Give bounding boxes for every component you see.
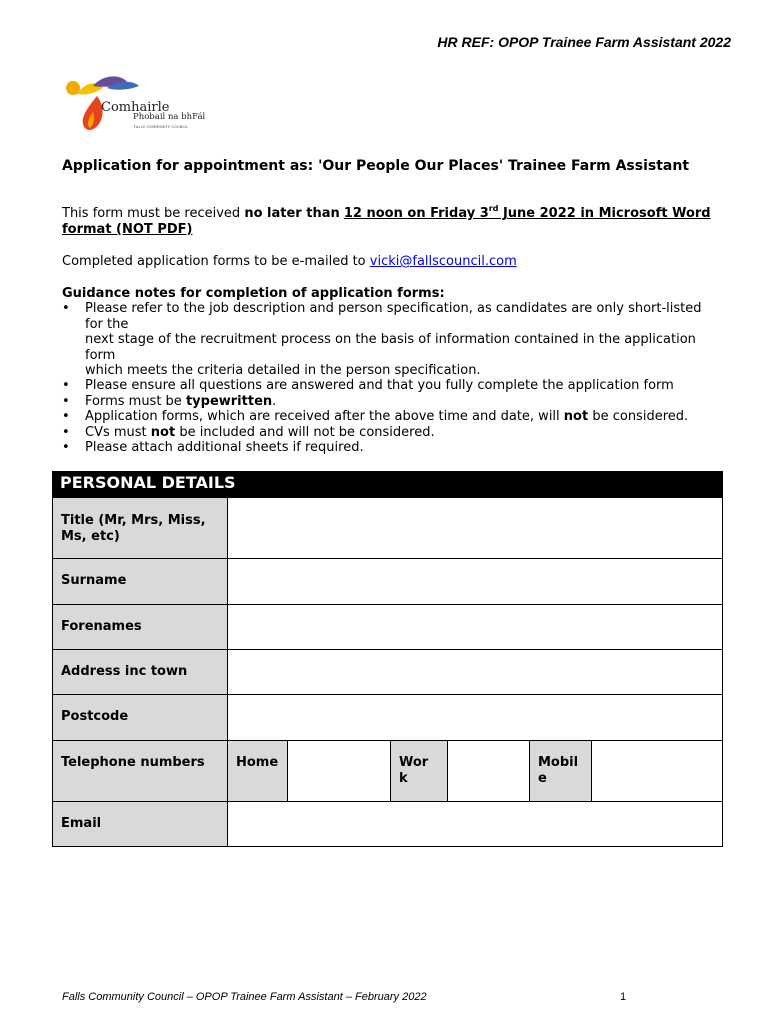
title-field[interactable] <box>228 498 722 558</box>
mobile-label-line1: Mobil <box>538 755 579 770</box>
deadline-lead: This form must be received <box>62 206 245 221</box>
council-logo <box>63 74 223 142</box>
work-phone-field[interactable] <box>448 741 530 801</box>
mobile-label <box>530 741 592 801</box>
section-heading: PERSONAL DETAILS <box>52 471 723 498</box>
email-instruction <box>62 254 517 269</box>
surname-field[interactable] <box>228 559 722 604</box>
guidance-list <box>62 301 767 455</box>
mobile-phone-field[interactable] <box>592 741 722 801</box>
telephone-row <box>52 741 723 802</box>
deadline-paragraph <box>62 206 742 238</box>
work-label <box>391 741 448 801</box>
logo-subtitle: Phobail na bhFál <box>133 112 206 122</box>
guidance-item <box>62 409 767 424</box>
guidance-line: form <box>85 347 116 363</box>
title-label-line2: Ms, etc) <box>61 529 120 544</box>
email-field[interactable] <box>228 802 722 846</box>
work-label-line1: Wor <box>399 755 429 770</box>
logo-tagline: FALLS COMMUNITY COUNCIL <box>134 125 189 129</box>
deadline-bold: no later than <box>244 206 340 221</box>
logo-name: Comhairle <box>101 100 170 115</box>
guidance-item <box>62 301 767 378</box>
guidance-line: • Please refer to the job description and person specification, as candidates are only short-listed <box>85 301 702 317</box>
guidance-text: CVs must <box>85 424 151 440</box>
forenames-label: Forenames <box>53 605 228 649</box>
guidance-line: next stage of the recruitment process on the basis of information contained in the application <box>85 332 696 348</box>
guidance-item: • Please attach additional sheets if required. <box>62 440 767 455</box>
guidance-text: be considered. <box>588 409 689 425</box>
home-label: Home <box>228 741 288 801</box>
guidance-emphasis: not <box>150 424 176 440</box>
page-title: Application for appointment as: 'Our People Our Places' Trainee Farm Assistant <box>62 158 690 174</box>
deadline-date-suffix: rd <box>488 204 499 213</box>
guidance-text: . <box>272 393 277 409</box>
work-label-line2: k <box>399 771 408 786</box>
address-row <box>52 650 723 695</box>
address-label: Address inc town <box>53 650 228 694</box>
guidance-line: which meets the criteria detailed in the person specification. <box>85 363 481 379</box>
guidance-text: Application forms, which are received after the above time and date, will <box>85 409 564 425</box>
guidance-item <box>62 394 767 409</box>
title-label-line1: Title (Mr, Mrs, Miss, <box>61 513 206 528</box>
surname-row <box>52 559 723 605</box>
guidance-text: Forms must be <box>85 393 186 409</box>
guidance-item: • Please ensure all questions are answered and that you fully complete the application form <box>62 378 767 393</box>
deadline-date-part2: June 2022 in Microsoft Word format (NOT PDF) <box>62 206 711 237</box>
footer-text: Falls Community Council – OPOP Trainee Farm Assistant – February 2022 <box>62 991 427 1003</box>
mobile-label-line2: e <box>538 771 547 786</box>
email-instruction-text: Completed application forms to be e-mailed to <box>62 254 370 269</box>
address-field[interactable] <box>228 650 722 694</box>
email-link[interactable]: vicki@fallscouncil.com <box>369 254 517 269</box>
email-label: Email <box>53 802 228 846</box>
personal-details-table <box>52 471 723 847</box>
guidance-line: for the <box>85 316 129 332</box>
guidance-notes <box>62 286 767 455</box>
hr-reference: HR REF: OPOP Trainee Farm Assistant 2022 <box>437 34 731 50</box>
home-phone-field[interactable] <box>288 741 391 801</box>
surname-label: Surname <box>53 559 228 604</box>
title-label <box>53 498 228 558</box>
guidance-heading: Guidance notes for completion of application forms: <box>62 286 445 301</box>
email-row <box>52 802 723 847</box>
forenames-field[interactable] <box>228 605 722 649</box>
page-number: 1 <box>620 991 627 1003</box>
guidance-emphasis: typewritten <box>185 393 273 409</box>
telephone-label: Telephone numbers <box>53 741 228 801</box>
guidance-emphasis: not <box>563 409 589 425</box>
deadline-date-part1: 12 noon on Friday 3 <box>343 206 489 221</box>
postcode-field[interactable] <box>228 695 722 740</box>
guidance-text: be included and will not be considered. <box>175 424 435 440</box>
postcode-row <box>52 695 723 741</box>
postcode-label: Postcode <box>53 695 228 740</box>
title-row <box>52 498 723 559</box>
guidance-item <box>62 425 767 440</box>
forenames-row <box>52 605 723 650</box>
